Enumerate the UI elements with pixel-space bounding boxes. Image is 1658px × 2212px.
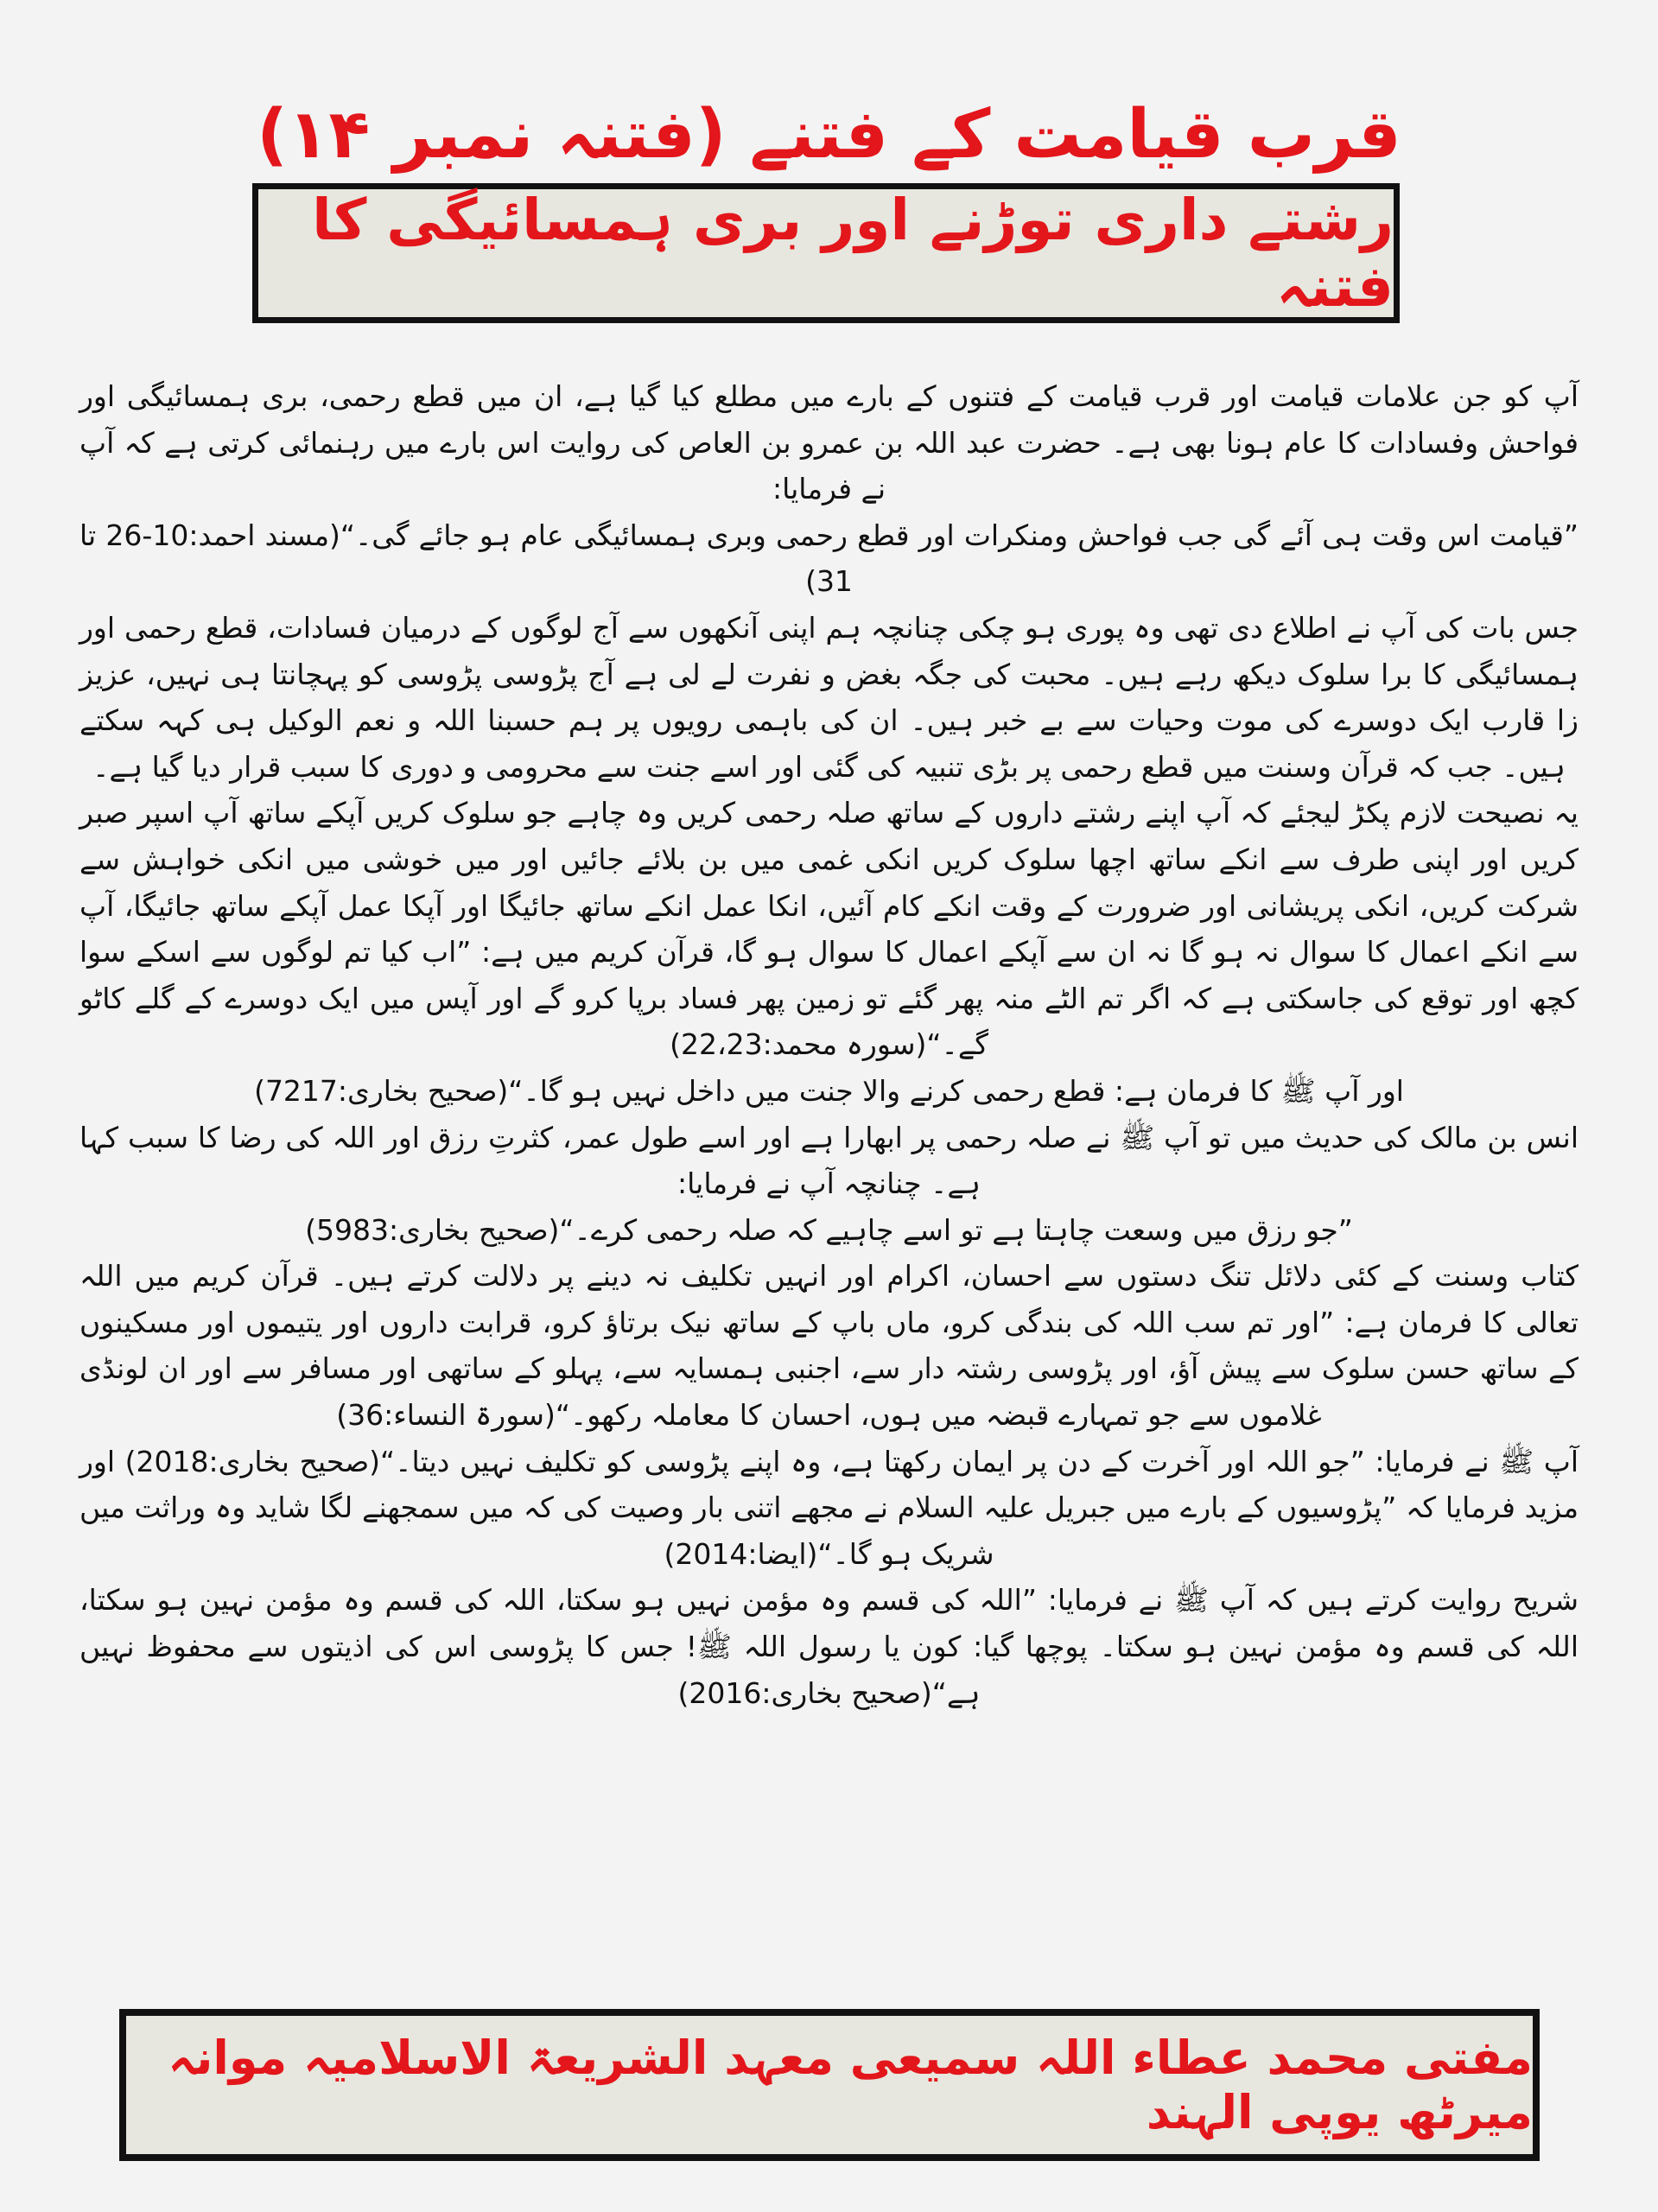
subtitle: رشتے داری توڑنے اور بری ہمسائیگی کا فتنہ	[312, 187, 1394, 320]
author-credit: مفتی محمد عطاء اللہ سمیعی معہد الشریعۃ الاسلامیہ موانہ میرٹھ یوپی الہند	[168, 2031, 1533, 2139]
subtitle-box	[252, 183, 1400, 323]
quote-bukhari-5983: ”جو رزق میں وسعت چاہتا ہے تو اسے چاہیے کہ صلہ رحمی کرے۔“(صحیح بخاری:5983)	[305, 1212, 1353, 1247]
page-title: قرب قیامت کے فتنے (فتنہ نمبر ۱۴)	[257, 96, 1401, 175]
paragraph-anas-hadith: انس بن مالک کی حدیث میں تو آپ ﷺ نے صلہ رحمی پر ابھارا ہے اور اسے طول عمر، کثرتِ رزق اور اللہ کی رضا کا سبب کہا ہے۔ چنانچہ آپ نے فرمایا:	[79, 1120, 1579, 1201]
quote-bukhari-7217: اور آپ ﷺ کا فرمان ہے: قطع رحمی کرنے والا جنت میں داخل نہیں ہو گا۔“(صحیح بخاری:7217)	[254, 1073, 1404, 1108]
paragraph-neighbor-hadith: آپ ﷺ نے فرمایا: ”جو اللہ اور آخرت کے دن پر ایمان رکھتا ہے، وہ اپنے پڑوسی کو تکلیف نہیں دیتا۔“(صحیح بخاری:2018) اور مزید فرمایا کہ ”پڑوسیوں کے بارے میں جبریل علیہ السلام نے مجھے اتنی بار وصیت کی کہ میں سمجھنے لگا شاید وہ وراثت میں شریک ہو گا۔“(ایضا:2014)	[79, 1444, 1579, 1571]
author-box	[119, 2009, 1540, 2161]
quote-musnad-ahmad: ”قیامت اس وقت ہی آئے گی جب فواحش ومنکرات اور قطع رحمی وبری ہمسائیگی عام ہو جائے گی۔“(مسند احمد:10-26 تا 31)	[79, 518, 1579, 599]
paragraph-fulfilled: جس بات کی آپ نے اطلاع دی تھی وہ پوری ہو چکی چنانچہ ہم اپنی آنکھوں سے آج لوگوں کے درمیان فسادات، قطع رحمی اور ہمسائیگی کا برا سلوک دیکھ رہے ہیں۔ محبت کی جگہ بغض و نفرت لے لی ہے آج پڑوسی پڑوسی کو پہچانتا ہی نہیں، عزیز زا قارب ایک دوسرے کی موت وحیات سے بے خبر ہیں۔ ان کی باہمی رویوں پر ہم حسبنا اللہ و نعم الوکیل ہی کہہ سکتے ہیں۔ جب کہ قرآن وسنت میں قطع رحمی پر بڑی تنبیہ کی گئی اور اسے جنت سے محرومی و دوری کا سبب قرار دیا گیا ہے۔	[79, 610, 1579, 784]
paragraph-intro: آپ کو جن علامات قیامت اور قرب قیامت کے فتنوں کے بارے میں مطلع کیا گیا ہے، ان میں قطع رحمی، بری ہمسائیگی اور فواحش وفسادات کا عام ہونا بھی ہے۔ حضرت عبد اللہ بن عمرو بن العاص کی روایت اس بارے میں رہنمائی کرتی ہے کہ آپ نے فرمایا:	[79, 379, 1579, 506]
paragraph-quran-nisa: کتاب وسنت کے کئی دلائل تنگ دستوں سے احسان، اکرام اور انہیں تکلیف نہ دینے پر دلالت کرتے ہیں۔ قرآن کریم میں اللہ تعالی کا فرمان ہے: ”اور تم سب اللہ کی بندگی کرو، ماں باپ کے ساتھ نیک برتاؤ کرو، قرابت داروں اور یتیموں اور مسکینوں کے ساتھ حسن سلوک سے پیش آؤ، اور پڑوسی رشتہ دار سے، اجنبی ہمسایہ سے، پہلو کے ساتھی اور مسافر سے اور ان لونڈی غلاموں سے جو تمہارے قبضہ میں ہوں، احسان کا معاملہ رکھو۔“(سورۃ النساء:36)	[79, 1259, 1579, 1433]
paragraph-shurayh-hadith: شریح روایت کرتے ہیں کہ آپ ﷺ نے فرمایا: ”اللہ کی قسم وہ مؤمن نہیں ہو سکتا، اللہ کی قسم وہ مؤمن نہین ہو سکتا، اللہ کی قسم وہ مؤمن نہین ہو سکتا۔ پوچھا گیا: کون یا رسول اللہ ﷺ! جس کا پڑوسی اس کی اذیتوں سے محفوظ نہیں ہے“(صحیح بخاری:2016)	[79, 1583, 1579, 1710]
article-body	[79, 373, 1579, 1716]
paragraph-advice: یہ نصیحت لازم پکڑ لیجئے کہ آپ اپنے رشتے داروں کے ساتھ صلہ رحمی کریں وہ چاہے جو سلوک کریں آپکے ساتھ آپ اسپر صبر کریں اور اپنی طرف سے انکے ساتھ اچھا سلوک کریں انکی غمی میں بن بلائے جائیں اور میں خوشی میں انکی خواہش سے شرکت کریں، انکی پریشانی اور ضرورت کے وقت انکے کام آئیں، انکا عمل انکے ساتھ جائیگا اور آپکا عمل آپکے ساتھ جائیگا، آپ سے انکے اعمال کا سوال نہ ہو گا نہ ان سے آپکے اعمال کا سوال ہو گا، قرآن کریم میں ہے: ”اب کیا تم لوگوں سے اسکے سوا کچھ اور توقع کی جاسکتی ہے کہ اگر تم الٹے منہ پھر گئے تو زمین پھر فساد برپا کرو گے اور آپس میں ایک دوسرے کے گلے کاٹو گے۔“(سورہ محمد:22،23)	[79, 796, 1579, 1062]
